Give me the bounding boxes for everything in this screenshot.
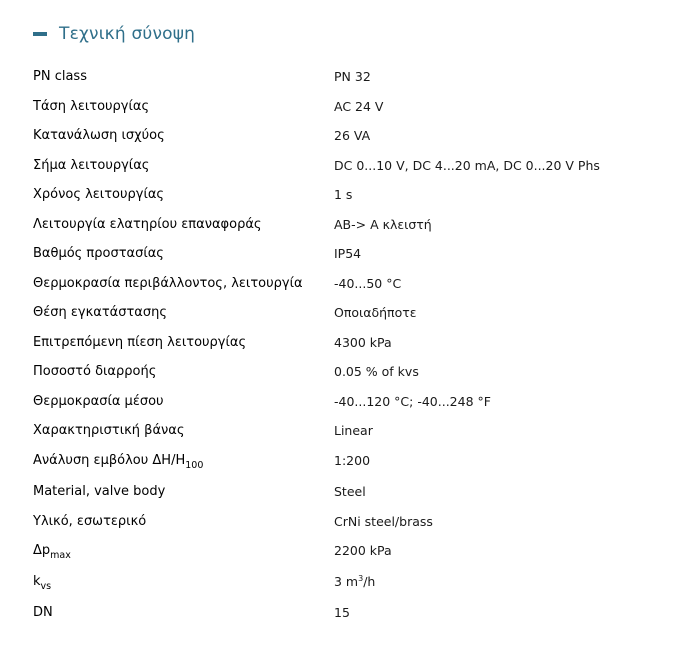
spec-value: 2200 kPa [334,543,392,558]
spec-value: PN 32 [334,69,371,84]
spec-label: Βαθμός προστασίας [33,246,164,261]
spec-label: PN class [33,69,87,84]
spec-label-main: k [33,574,41,589]
spec-label: Ποσοστό διαρροής [33,364,157,379]
spec-label: Χαρακτηριστική βάνας [33,423,185,438]
spec-value [334,574,654,589]
spec-value: -40...50 °C [334,275,402,291]
spec-label: Θέση εγκατάστασης [33,305,167,320]
spec-label: DN [33,605,53,620]
spec-value: CrNi steel/brass [334,513,433,529]
spec-label: Material, valve body [33,484,166,499]
spec-row [33,121,653,150]
spec-row [33,536,653,565]
spec-row [33,507,653,536]
spec-value: DC 0...10 V, DC 4...20 mA, DC 0...20 V Phs [334,157,600,173]
spec-value: Οποιαδήποτε [334,305,417,320]
spec-value: 26 VA [334,128,371,143]
spec-label-main: Ανάλυση εμβόλου ΔΗ/Η [33,453,186,468]
spec-row [33,180,653,209]
spec-value-main: 3 m [334,574,359,589]
spec-label: Υλικό, εσωτερικό [33,513,147,529]
spec-value: 15 [334,605,350,620]
spec-label [33,574,323,592]
spec-value: -40...120 °C; -40...248 °F [334,393,491,409]
spec-row [33,477,653,506]
spec-value: IP54 [334,246,362,261]
spec-row [33,210,653,239]
spec-label: Κατανάλωση ισχύος [33,128,165,143]
spec-value: AB-> A κλειστή [334,216,432,232]
section-title: Τεχνική σύνοψη [59,24,196,44]
spec-row [33,598,653,627]
spec-value: Linear [334,423,373,438]
spec-value: Steel [334,484,366,499]
spec-label: Λειτουργία ελατηρίου επαναφοράς [33,216,262,232]
spec-label: Επιτρεπόμενη πίεση λειτουργίας [33,334,247,350]
spec-row [33,567,653,596]
spec-row [33,92,653,121]
minus-icon[interactable] [33,32,47,36]
spec-row [33,446,653,475]
spec-row [33,239,653,268]
spec-label-main: Δp [33,543,51,558]
spec-row [33,151,653,180]
spec-row [33,387,653,416]
spec-label: Σήμα λειτουργίας [33,157,150,173]
spec-value: 1:200 [334,453,371,468]
spec-label [33,543,323,561]
section-header[interactable] [33,22,195,46]
spec-value: 0.05 % of kvs [334,364,419,379]
spec-label: Τάση λειτουργίας [33,98,150,114]
spec-value: 1 s [334,187,353,202]
spec-row [33,298,653,327]
spec-label-subscript: 100 [185,460,204,471]
spec-row [33,62,653,91]
spec-label-subscript: vs [40,581,52,592]
spec-label: Θερμοκρασία περιβάλλοντος, λειτουργία [33,275,303,291]
spec-value: AC 24 V [334,98,384,114]
spec-label: Θερμοκρασία μέσου [33,393,164,409]
spec-row [33,416,653,445]
spec-value-superscript: 3 [358,574,364,583]
spec-row [33,357,653,386]
spec-value-tail: /h [363,574,376,589]
spec-label [33,453,323,471]
spec-row [33,269,653,298]
spec-label-subscript: max [50,550,71,561]
spec-row [33,328,653,357]
spec-label: Χρόνος λειτουργίας [33,187,165,202]
spec-value: 4300 kPa [334,334,392,350]
